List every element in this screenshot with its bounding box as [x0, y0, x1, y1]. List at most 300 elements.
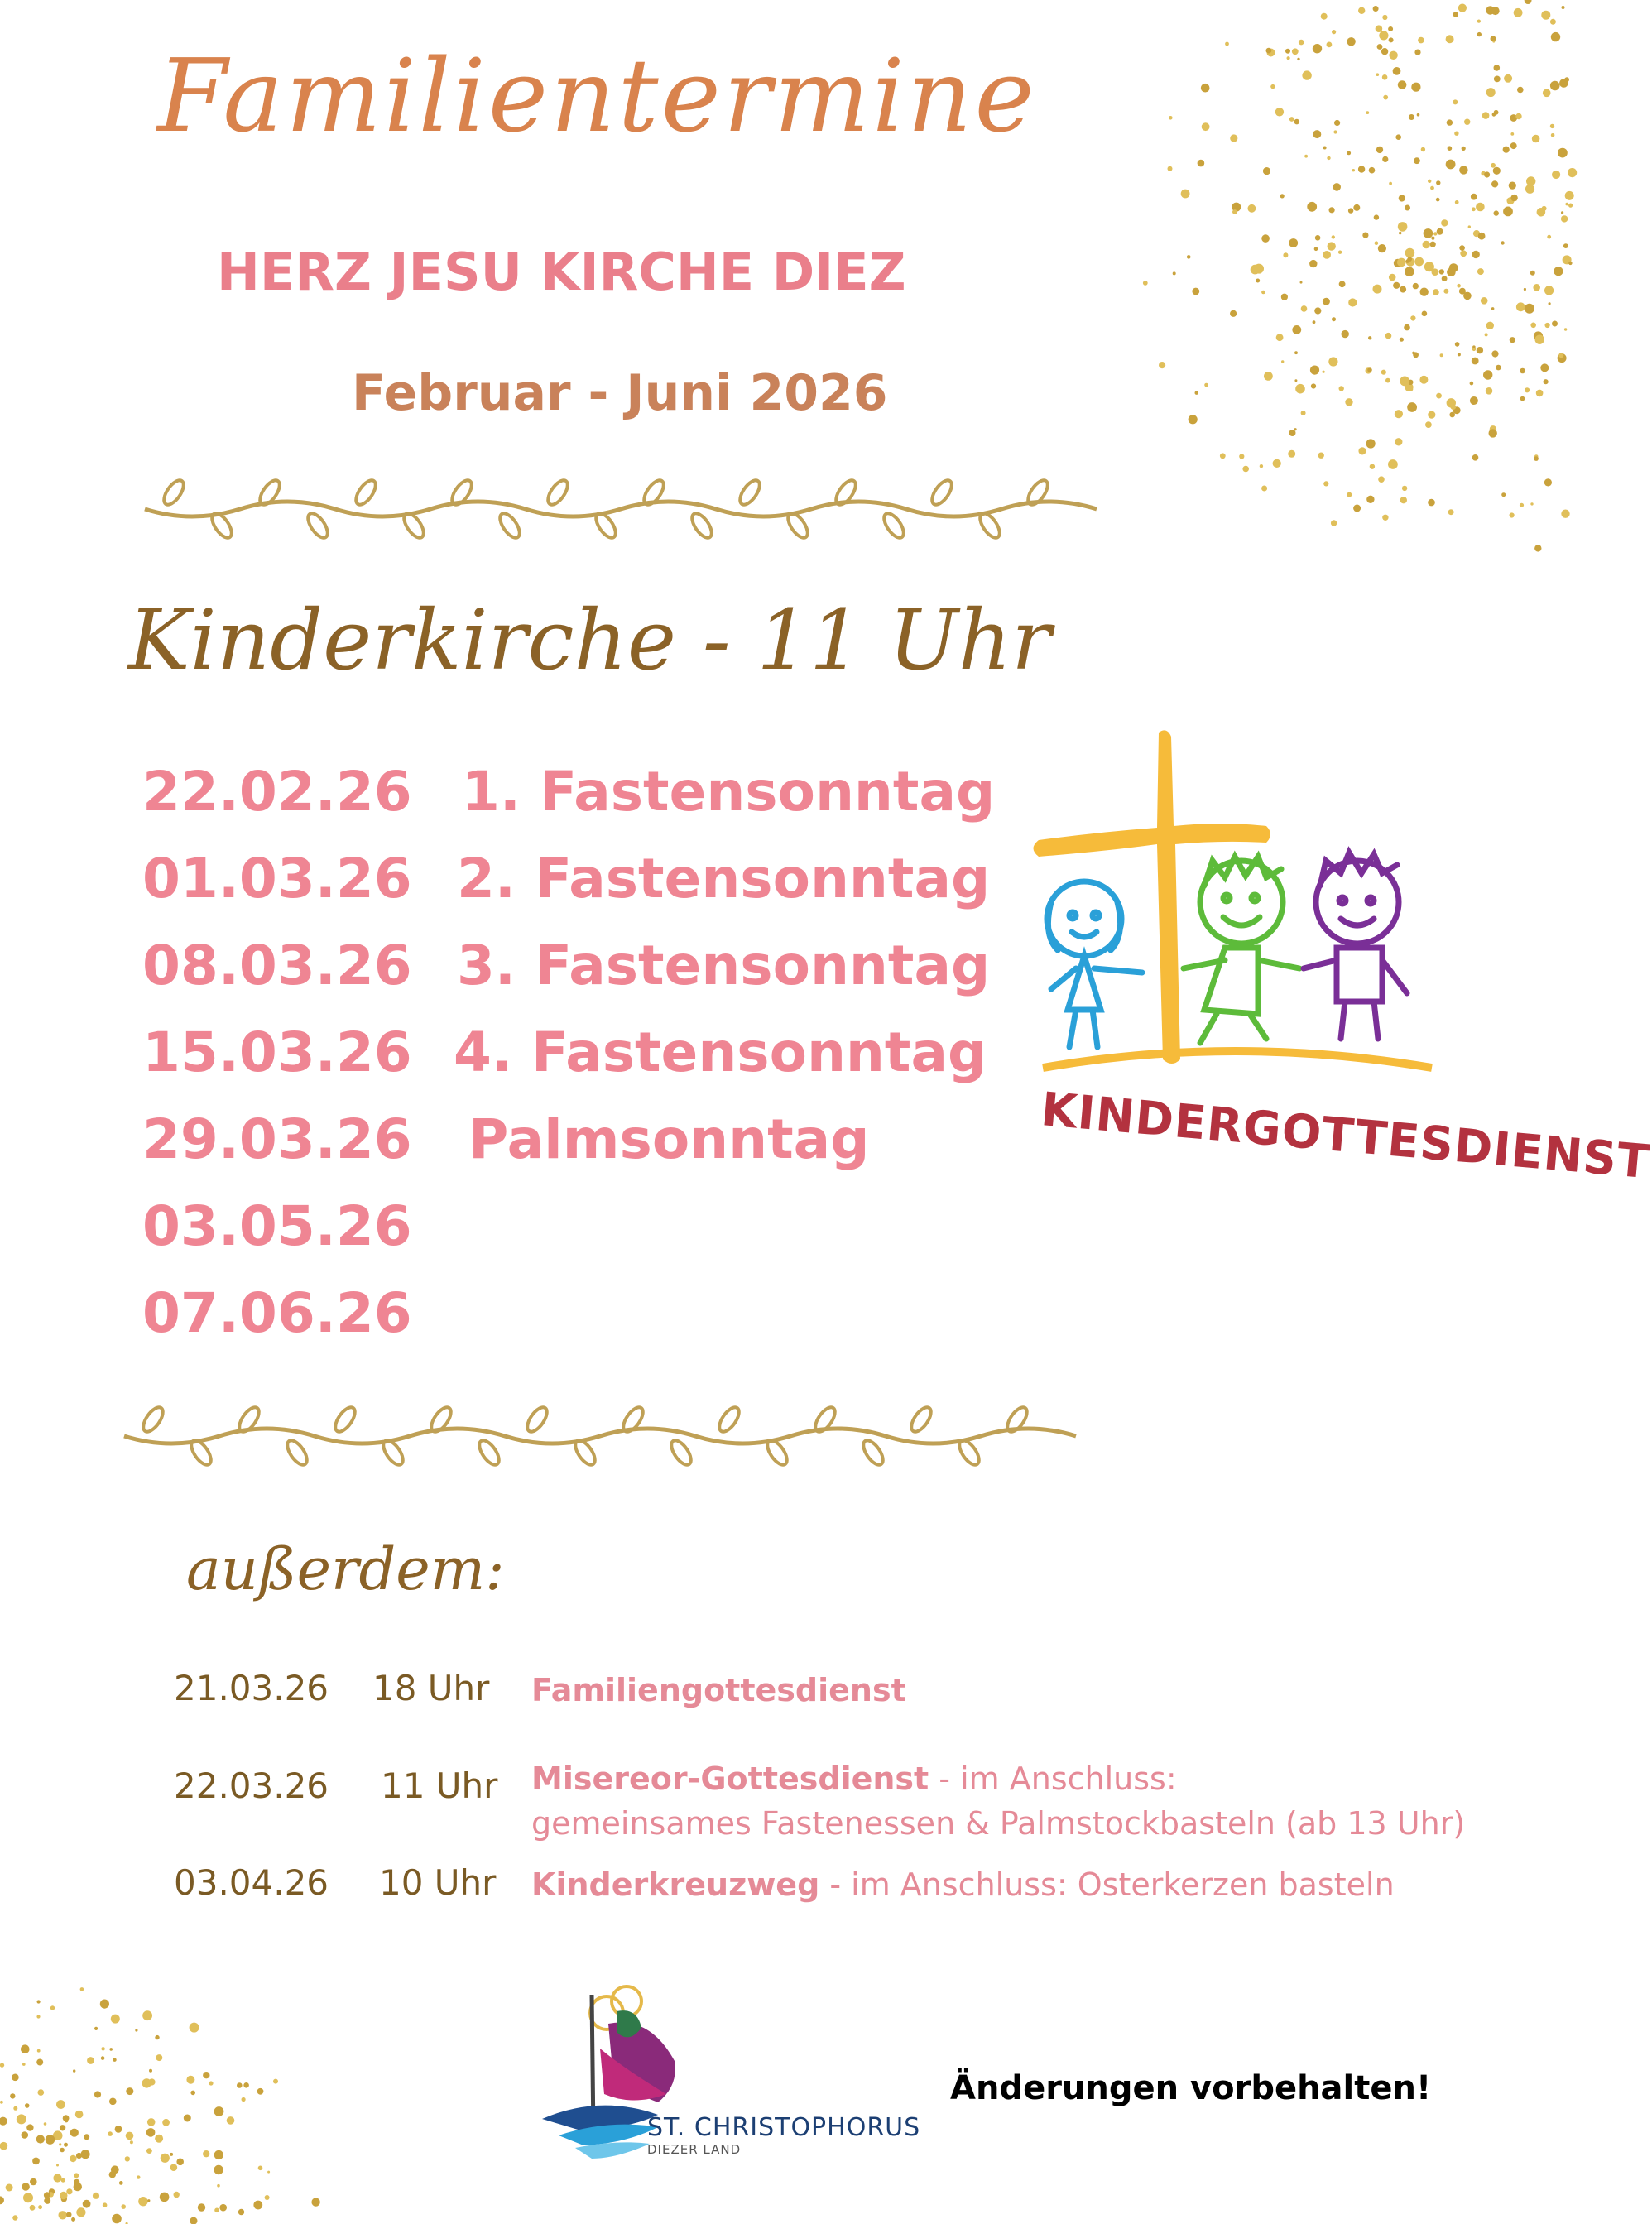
glitter-dot: [1516, 302, 1525, 311]
glitter-dot: [83, 2200, 91, 2208]
glitter-dot: [1417, 113, 1420, 117]
glitter-dot: [214, 2208, 219, 2213]
glitter-dot: [70, 2155, 76, 2162]
glitter-dot: [12, 2074, 19, 2082]
glitter-dot: [1202, 122, 1210, 131]
kinderkirche-date: 03.05.26: [142, 1194, 412, 1258]
glitter-dot: [1311, 383, 1316, 388]
glitter-dot: [1407, 402, 1417, 412]
glitter-dot: [101, 2047, 104, 2050]
glitter-dot: [1369, 167, 1376, 174]
glitter-dot: [81, 2150, 90, 2159]
glitter-dot: [1304, 155, 1308, 158]
glitter-dot: [1339, 386, 1344, 391]
glitter-dot: [1568, 262, 1572, 265]
glitter-dot: [1201, 84, 1210, 93]
glitter-dot: [1457, 284, 1461, 288]
event-date: 21.03.26: [174, 1668, 329, 1708]
glitter-dot: [1453, 12, 1458, 17]
glitter-dot: [1550, 19, 1556, 25]
glitter-dot: [1510, 132, 1514, 136]
glitter-dot: [1307, 202, 1317, 212]
glitter-dot: [74, 2179, 79, 2185]
glitter-dot: [1328, 357, 1337, 366]
glitter-dot: [1459, 245, 1465, 251]
glitter-dot: [1530, 323, 1536, 329]
event-time: 11 Uhr: [381, 1765, 498, 1806]
glitter-dot: [1481, 297, 1488, 305]
glitter-dot: [46, 2135, 55, 2145]
glitter-dot: [80, 1987, 84, 1991]
glitter-dot: [1455, 342, 1460, 347]
glitter-dot: [1338, 251, 1342, 254]
glitter-dot: [1294, 351, 1298, 354]
gold-glitter-decoration-bottom: [0, 1904, 430, 2224]
glitter-dot: [22, 2183, 30, 2191]
glitter-dot: [1494, 65, 1501, 71]
vine-leaf: [572, 1437, 599, 1467]
glitter-dot: [1558, 353, 1563, 358]
glitter-dot: [1173, 271, 1176, 275]
glitter-dot: [1400, 497, 1407, 503]
glitter-dot: [1530, 271, 1535, 276]
vine-leaf: [209, 510, 236, 540]
glitter-dot: [214, 2106, 224, 2116]
glitter-dot: [1447, 267, 1456, 276]
glitter-dot: [1287, 56, 1290, 60]
glitter-dot: [1239, 454, 1244, 459]
glitter-dot: [109, 2098, 117, 2106]
glitter-dot: [148, 2078, 155, 2085]
glitter-dot: [1399, 232, 1401, 234]
event-title: Kinderkreuzweg: [531, 1866, 820, 1903]
glitter-dot: [1494, 76, 1501, 83]
glitter-dot: [1424, 228, 1433, 238]
glitter-dot: [37, 2049, 41, 2053]
glitter-dot: [1159, 362, 1165, 368]
vine-stem: [124, 1429, 1076, 1443]
glitter-dot: [1491, 7, 1500, 15]
glitter-dot: [1198, 160, 1205, 167]
glitter-dot: [155, 2035, 159, 2039]
glitter-dot: [1482, 112, 1490, 119]
glitter-dot: [1550, 124, 1554, 128]
glitter-dot: [17, 2114, 26, 2124]
vine-leaf: [401, 510, 428, 540]
event-title: Familiengottesdienst: [531, 1672, 906, 1708]
glitter-dot: [1541, 11, 1550, 20]
event-detail: - im Anschluss: Osterkerzen basteln: [819, 1866, 1395, 1903]
glitter-dot: [66, 2212, 71, 2217]
glitter-dot: [1292, 325, 1301, 334]
glitter-dot: [265, 2195, 270, 2200]
glitter-dot: [1248, 204, 1256, 213]
glitter-dot: [23, 2193, 33, 2202]
kinderkirche-date: 29.03.26: [142, 1107, 412, 1171]
glitter-dot: [190, 2217, 197, 2224]
glitter-dot: [1545, 323, 1550, 328]
glitter-dot: [0, 2063, 4, 2067]
glitter-dot: [1382, 15, 1387, 20]
glitter-dot: [44, 2122, 47, 2126]
glitter-dot: [1389, 37, 1394, 42]
glitter-dot: [1225, 42, 1229, 46]
event-date: 03.04.26: [174, 1862, 329, 1903]
glitter-dot: [1382, 156, 1388, 162]
glitter-dot: [1289, 430, 1296, 436]
glitter-dot: [1563, 243, 1568, 248]
glitter-dot: [1503, 207, 1513, 217]
glitter-dot: [1453, 99, 1458, 104]
glitter-dot: [1313, 130, 1321, 138]
glitter-dot: [1397, 258, 1406, 267]
glitter-dot: [1323, 481, 1328, 486]
vine-leaf: [332, 1404, 359, 1434]
glitter-dot: [1515, 113, 1521, 119]
glitter-dot: [174, 2192, 180, 2198]
glitter-dot: [243, 2082, 249, 2088]
glitter-dot: [155, 2135, 163, 2143]
glitter-dot: [1472, 345, 1476, 348]
glitter-dot: [1260, 464, 1263, 468]
glitter-dot: [1510, 512, 1515, 517]
glitter-dot: [1204, 383, 1208, 387]
glitter-dot: [176, 2159, 184, 2166]
glitter-dot: [0, 2196, 4, 2204]
vine-leaf: [524, 1404, 551, 1434]
glitter-dot: [1169, 116, 1173, 120]
glitter-dot: [1458, 4, 1467, 12]
glitter-dot: [1489, 429, 1497, 437]
glitter-dot: [1366, 496, 1374, 503]
glitter-dot: [1540, 363, 1549, 372]
glitter-dot: [1472, 454, 1479, 461]
glitter-dot: [37, 2000, 41, 2003]
glitter-dot: [1409, 114, 1414, 120]
vine-leaf: [380, 1437, 407, 1467]
glitter-dot: [1420, 288, 1429, 296]
glitter-dot: [1551, 32, 1560, 41]
glitter-dot: [13, 2106, 17, 2111]
glitter-dot: [156, 2054, 162, 2061]
changes-notice: Änderungen vorbehalten!: [950, 2069, 1432, 2107]
glitter-dot: [112, 2214, 122, 2224]
kinderkirche-occasion: 2. Fastensonntag: [457, 847, 991, 910]
vine-leaf: [476, 1437, 503, 1467]
glitter-dot: [1323, 147, 1327, 150]
glitter-dot: [1410, 315, 1415, 320]
kinderkirche-date: 07.06.26: [142, 1281, 412, 1345]
kinderkirche-occasion: Palmsonntag: [468, 1107, 870, 1171]
glitter-dot: [1402, 486, 1407, 491]
church-name: HERZ JESU KIRCHE DIEZ: [217, 242, 906, 302]
glitter-dot: [1436, 180, 1440, 185]
glitter-dot: [111, 2015, 120, 2024]
glitter-dot: [1551, 133, 1555, 137]
glitter-dot: [126, 2087, 133, 2095]
glitter-dot: [1230, 134, 1237, 142]
glitter-dot: [1501, 241, 1504, 244]
date-period: Februar - Juni 2026: [352, 364, 888, 422]
glitter-dot: [1423, 241, 1430, 248]
glitter-dot: [1285, 49, 1290, 54]
glitter-dot: [21, 2044, 30, 2053]
vine-leaf: [593, 510, 620, 540]
glitter-dot: [1383, 95, 1388, 100]
glitter-dot: [1471, 194, 1477, 200]
glitter-dot: [1534, 456, 1539, 461]
glitter-dot: [1367, 367, 1372, 372]
glitter-dot: [1510, 337, 1515, 343]
glitter-dot: [1332, 317, 1336, 321]
glitter-dot: [1376, 147, 1383, 153]
glitter-dot: [146, 2128, 156, 2137]
glitter-dot: [1358, 7, 1365, 14]
glitter-dot: [59, 2211, 67, 2219]
glitter-dot: [1419, 376, 1428, 384]
glitter-dot: [170, 2153, 173, 2156]
glitter-dot: [1280, 194, 1285, 198]
glitter-dot: [1348, 208, 1353, 213]
vine-leaf: [668, 1437, 695, 1467]
kinderkirche-occasion: 4. Fastensonntag: [454, 1021, 987, 1084]
glitter-dot: [109, 2048, 113, 2051]
glitter-dot: [1504, 74, 1512, 83]
glitter-dot: [1220, 453, 1226, 459]
glitter-dot: [1327, 42, 1333, 48]
glitter-dot: [1418, 37, 1424, 44]
glitter-dot: [1379, 31, 1388, 40]
glitter-dot: [30, 2178, 37, 2186]
glitter-dot: [1514, 8, 1523, 17]
glitter-dot: [1289, 238, 1298, 247]
glitter-dot: [1342, 330, 1349, 338]
glitter-dot: [1477, 268, 1484, 275]
glitter-dot: [203, 2072, 209, 2078]
glitter-dot: [1301, 411, 1306, 415]
glitter-dot: [1544, 478, 1552, 486]
glitter-dot: [1433, 289, 1439, 295]
org-logo-name: ST. CHRISTOPHORUS: [647, 2113, 921, 2142]
glitter-dot: [1393, 282, 1400, 289]
glitter-dot: [1377, 44, 1383, 50]
glitter-dot: [1494, 210, 1499, 215]
glitter-dot: [160, 2193, 170, 2202]
glitter-dot: [1376, 25, 1383, 32]
glitter-dot: [1428, 411, 1435, 419]
glitter-dot: [1275, 108, 1284, 116]
glitter-dot: [87, 2057, 94, 2064]
glitter-dot: [1564, 77, 1569, 82]
glitter-dot: [1491, 163, 1496, 168]
glitter-dot: [214, 2165, 223, 2174]
glitter-dot: [1534, 545, 1541, 551]
vine-leaf: [764, 1437, 791, 1467]
vine-leaf: [908, 1404, 935, 1434]
glitter-dot: [1558, 148, 1568, 158]
glitter-dot: [1398, 80, 1407, 89]
glitter-dot: [1463, 292, 1472, 300]
event-time: 18 Uhr: [372, 1668, 490, 1708]
glitter-dot: [93, 2193, 99, 2199]
glitter-dot: [1428, 180, 1431, 183]
glitter-dot: [1399, 195, 1405, 201]
glitter-dot: [1430, 186, 1434, 190]
vine-leaf: [929, 477, 956, 507]
glitter-dot: [1484, 171, 1490, 177]
glitter-dot: [1333, 130, 1337, 133]
glitter-dot: [1520, 396, 1525, 401]
glitter-dot: [1561, 510, 1569, 518]
glitter-dot: [111, 2165, 119, 2174]
glitter-dot: [209, 2081, 213, 2085]
glitter-dot: [1292, 48, 1299, 55]
event-description: [531, 1668, 906, 1712]
glitter-dot: [1389, 182, 1392, 185]
glitter-dot: [30, 2205, 36, 2211]
glitter-dot: [198, 2203, 205, 2211]
glitter-dot: [38, 2205, 42, 2209]
glitter-dot: [1448, 146, 1453, 151]
glitter-dot: [44, 2198, 50, 2204]
glitter-dot: [84, 2134, 89, 2140]
vine-leaf: [737, 477, 764, 507]
glitter-dot: [108, 2131, 113, 2136]
glitter-dot: [59, 2143, 61, 2145]
glitter-dot: [1446, 160, 1456, 170]
glitter-dot: [1509, 182, 1516, 190]
glitter-dot: [36, 2135, 45, 2143]
glitter-dot: [22, 2063, 26, 2066]
glitter-dot: [1460, 250, 1467, 257]
glitter-dot: [1352, 169, 1355, 171]
glitter-dot: [1378, 476, 1385, 483]
glitter-dot: [1496, 365, 1501, 371]
glitter-dot: [1486, 387, 1493, 395]
glitter-dot: [1448, 509, 1454, 515]
glitter-dot: [1314, 307, 1321, 314]
glitter-dot: [1405, 205, 1410, 211]
glitter-dot: [1189, 415, 1198, 424]
glitter-dot: [1422, 311, 1428, 317]
glitter-dot: [1432, 268, 1439, 276]
glitter-dot: [1477, 32, 1482, 36]
glitter-dot: [36, 2059, 43, 2066]
glitter-dot: [1441, 219, 1448, 226]
kinderkirche-date: 15.03.26: [142, 1021, 412, 1084]
glitter-dot: [22, 2131, 29, 2139]
vine-divider-bottom-icon: [120, 1399, 1088, 1473]
glitter-dot: [1525, 185, 1534, 194]
glitter-dot: [1455, 200, 1459, 204]
glitter-dot: [1510, 142, 1517, 149]
vine-stem: [145, 502, 1097, 516]
vine-leaf: [353, 477, 380, 507]
glitter-dot: [1382, 515, 1388, 521]
vine-leaf: [860, 1437, 887, 1467]
glitter-dot: [1323, 298, 1330, 305]
glitter-dot: [10, 2093, 15, 2098]
vine-divider-top-icon: [141, 472, 1109, 546]
glitter-dot: [1395, 134, 1401, 140]
glitter-dot: [1301, 305, 1308, 312]
glitter-dot: [119, 2181, 123, 2185]
glitter-dot: [1442, 276, 1448, 281]
glitter-dot: [1525, 0, 1532, 4]
glitter-dot: [0, 2117, 7, 2126]
glitter-dot: [219, 2204, 227, 2212]
glitter-dot: [1421, 147, 1425, 151]
glitter-dot: [1385, 378, 1390, 383]
kinderkirche-occasion: 3. Fastensonntag: [457, 934, 991, 997]
glitter-dot: [1339, 281, 1346, 287]
vine-leaf: [161, 477, 188, 507]
glitter-dot: [74, 2173, 79, 2178]
glitter-dot: [1470, 396, 1478, 405]
glitter-dot: [1313, 320, 1316, 324]
glitter-dot: [73, 2069, 75, 2072]
glitter-dot: [1439, 269, 1444, 274]
glitter-dot: [1477, 20, 1481, 23]
glitter-dot: [1561, 211, 1563, 214]
vine-leaf: [881, 510, 908, 540]
vine-leaf: [545, 477, 572, 507]
event-time: 10 Uhr: [379, 1862, 497, 1903]
glitter-dot: [1493, 167, 1501, 175]
glitter-dot: [161, 2154, 170, 2163]
vine-leaf: [188, 1437, 215, 1467]
vine-leaf: [785, 510, 812, 540]
vine-leaf: [497, 510, 524, 540]
glitter-dot: [1478, 233, 1486, 240]
glitter-dot: [1334, 120, 1340, 126]
glitter-dot: [1381, 48, 1388, 55]
glitter-dot: [1256, 279, 1260, 283]
glitter-dot: [1561, 215, 1568, 222]
event-description: [531, 1862, 1395, 1907]
glitter-dot: [125, 2156, 130, 2161]
glitter-dot: [1385, 333, 1392, 339]
glitter-dot: [1449, 412, 1455, 418]
glitter-dot: [1389, 274, 1396, 281]
glitter-dot: [1414, 50, 1420, 55]
glitter-dot: [6, 2184, 13, 2192]
glitter-dot: [1483, 370, 1492, 379]
glitter-dot: [1187, 255, 1191, 259]
glitter-dot: [1547, 235, 1551, 239]
glitter-dot: [1568, 168, 1577, 177]
glitter-dot: [1366, 111, 1369, 114]
glitter-dot: [1345, 398, 1352, 406]
glitter-dot: [1333, 183, 1341, 191]
glitter-dot: [1565, 203, 1568, 206]
glitter-dot: [1413, 283, 1419, 289]
glitter-dot: [1398, 222, 1408, 232]
glitter-dot: [1544, 286, 1554, 295]
glitter-dot: [147, 2199, 150, 2202]
glitter-dot: [76, 2207, 85, 2217]
glitter-dot: [1276, 334, 1284, 341]
glitter-dot: [113, 2058, 116, 2062]
glitter-dot: [190, 2091, 195, 2096]
glitter-dot: [1491, 307, 1495, 310]
glitter-dot: [61, 2178, 65, 2183]
glitter-dot: [1251, 265, 1261, 275]
glitter-dot: [38, 2089, 45, 2096]
glitter-dot: [1446, 35, 1454, 43]
glitter-dot: [94, 2091, 101, 2097]
glitter-dot: [1374, 214, 1379, 219]
